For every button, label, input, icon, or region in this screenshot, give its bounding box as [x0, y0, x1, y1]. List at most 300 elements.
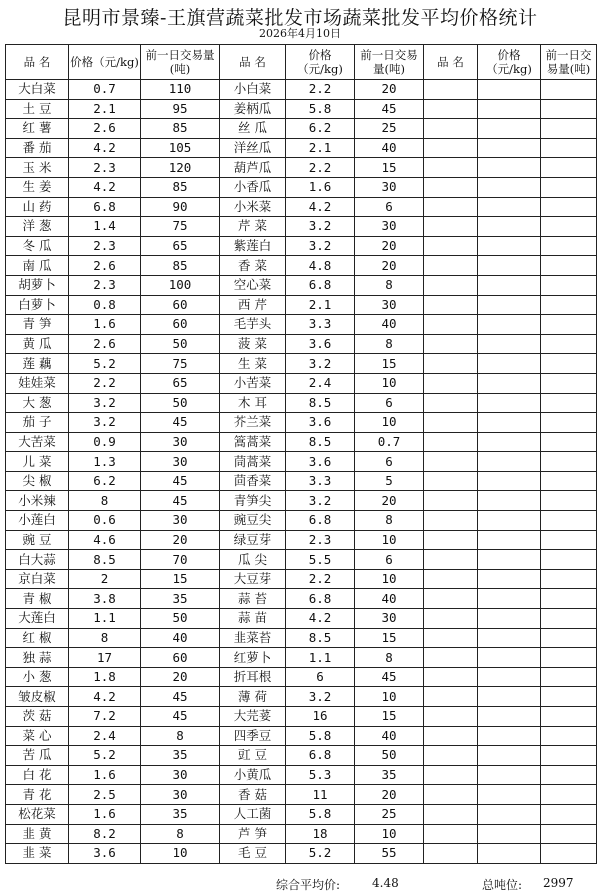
- item-price: 3.6: [286, 452, 355, 472]
- item-price: 3.2: [286, 217, 355, 237]
- item-volume: 60: [141, 648, 220, 668]
- header-price: 价格（元/kg): [69, 45, 141, 80]
- table-row: [6, 707, 597, 727]
- empty-cell: [478, 315, 541, 335]
- empty-cell: [424, 217, 478, 237]
- item-price: 5.8: [286, 804, 355, 824]
- empty-cell: [541, 648, 597, 668]
- item-price: 17: [69, 648, 141, 668]
- item-volume: 10: [355, 687, 424, 707]
- item-volume: 6: [355, 393, 424, 413]
- item-price: 8.5: [286, 628, 355, 648]
- empty-cell: [541, 99, 597, 119]
- item-name: 蒜 苗: [220, 609, 286, 629]
- item-name: 大白菜: [6, 80, 69, 100]
- empty-cell: [541, 785, 597, 805]
- empty-cell: [478, 177, 541, 197]
- item-price: 1.1: [286, 648, 355, 668]
- item-volume: 40: [355, 589, 424, 609]
- item-volume: 65: [141, 373, 220, 393]
- empty-cell: [478, 138, 541, 158]
- item-volume: 30: [141, 452, 220, 472]
- item-volume: 20: [355, 785, 424, 805]
- empty-cell: [541, 236, 597, 256]
- item-volume: 50: [141, 609, 220, 629]
- header-price: 价格（元/kg): [286, 45, 355, 80]
- empty-cell: [541, 550, 597, 570]
- empty-cell: [424, 687, 478, 707]
- table-row: [6, 236, 597, 256]
- avg-price-value: 4.48: [372, 876, 399, 890]
- item-name: 豌 豆: [6, 530, 69, 550]
- table-row: [6, 824, 597, 844]
- item-name: 四季豆: [220, 726, 286, 746]
- item-name: 小黄瓜: [220, 765, 286, 785]
- empty-cell: [424, 197, 478, 217]
- table-row: [6, 726, 597, 746]
- item-volume: 10: [141, 844, 220, 864]
- item-name: 白萝卜: [6, 295, 69, 315]
- item-price: 8.2: [69, 824, 141, 844]
- empty-cell: [541, 471, 597, 491]
- empty-cell: [478, 609, 541, 629]
- item-volume: 45: [141, 707, 220, 727]
- empty-cell: [424, 334, 478, 354]
- item-name: 儿 菜: [6, 452, 69, 472]
- table-row: [6, 256, 597, 276]
- empty-cell: [478, 765, 541, 785]
- empty-cell: [424, 275, 478, 295]
- item-price: 2.6: [69, 256, 141, 276]
- table-row: [6, 589, 597, 609]
- table-row: [6, 609, 597, 629]
- page-title: 昆明市景臻-王旗营蔬菜批发市场蔬菜批发平均价格统计: [62, 7, 538, 29]
- item-name: 尖 椒: [6, 471, 69, 491]
- item-price: 16: [286, 707, 355, 727]
- item-price: 3.3: [286, 471, 355, 491]
- header-name: 品 名: [6, 45, 69, 80]
- item-price: 0.8: [69, 295, 141, 315]
- empty-cell: [424, 491, 478, 511]
- item-volume: 35: [141, 804, 220, 824]
- empty-cell: [541, 687, 597, 707]
- empty-cell: [478, 844, 541, 864]
- empty-cell: [541, 334, 597, 354]
- empty-cell: [424, 628, 478, 648]
- item-name: 黄 瓜: [6, 334, 69, 354]
- item-price: 6.8: [286, 746, 355, 766]
- item-volume: 35: [355, 765, 424, 785]
- item-price: 4.2: [69, 138, 141, 158]
- empty-cell: [478, 432, 541, 452]
- empty-cell: [478, 511, 541, 531]
- empty-cell: [541, 275, 597, 295]
- table-row: [6, 785, 597, 805]
- table-row: [6, 491, 597, 511]
- item-price: 6.8: [69, 197, 141, 217]
- item-volume: 30: [141, 511, 220, 531]
- item-volume: 8: [355, 275, 424, 295]
- empty-cell: [541, 726, 597, 746]
- item-volume: 60: [141, 315, 220, 335]
- empty-cell: [424, 569, 478, 589]
- table-row: [6, 667, 597, 687]
- empty-cell: [478, 158, 541, 178]
- empty-cell: [424, 256, 478, 276]
- table-row: [6, 413, 597, 433]
- item-volume: 100: [141, 275, 220, 295]
- item-price: 2.2: [286, 569, 355, 589]
- empty-cell: [424, 765, 478, 785]
- empty-cell: [541, 824, 597, 844]
- item-price: 3.2: [69, 413, 141, 433]
- item-price: 0.9: [69, 432, 141, 452]
- table-row: [6, 530, 597, 550]
- empty-cell: [424, 295, 478, 315]
- item-volume: 45: [355, 667, 424, 687]
- empty-cell: [478, 707, 541, 727]
- item-name: 芦 笋: [220, 824, 286, 844]
- item-name: 韭 菜: [6, 844, 69, 864]
- item-name: 冬 瓜: [6, 236, 69, 256]
- table-body: [6, 80, 597, 864]
- empty-cell: [541, 295, 597, 315]
- empty-cell: [424, 393, 478, 413]
- empty-cell: [424, 804, 478, 824]
- item-name: 苦 瓜: [6, 746, 69, 766]
- item-price: 2.5: [69, 785, 141, 805]
- empty-cell: [541, 609, 597, 629]
- item-volume: 30: [141, 432, 220, 452]
- item-name: 菠 菜: [220, 334, 286, 354]
- item-name: 芹 菜: [220, 217, 286, 237]
- table-row: [6, 334, 597, 354]
- empty-cell: [541, 746, 597, 766]
- item-volume: 30: [355, 217, 424, 237]
- item-price: 6.2: [286, 119, 355, 139]
- empty-cell: [424, 511, 478, 531]
- item-name: 茼蒿菜: [220, 452, 286, 472]
- item-name: 篙蒿菜: [220, 432, 286, 452]
- item-volume: 85: [141, 177, 220, 197]
- item-volume: 40: [141, 628, 220, 648]
- empty-cell: [424, 236, 478, 256]
- table-row: [6, 687, 597, 707]
- item-volume: 10: [355, 373, 424, 393]
- item-name: 香 菇: [220, 785, 286, 805]
- item-name: 红萝卜: [220, 648, 286, 668]
- empty-cell: [424, 746, 478, 766]
- item-name: 洋 葱: [6, 217, 69, 237]
- item-name: 娃娃菜: [6, 373, 69, 393]
- item-name: 芥兰菜: [220, 413, 286, 433]
- item-volume: 95: [141, 99, 220, 119]
- item-price: 6.8: [286, 589, 355, 609]
- empty-cell: [424, 452, 478, 472]
- empty-cell: [478, 530, 541, 550]
- empty-cell: [478, 569, 541, 589]
- empty-cell: [424, 844, 478, 864]
- empty-cell: [478, 295, 541, 315]
- item-name: 青 花: [6, 785, 69, 805]
- item-price: 2.3: [286, 530, 355, 550]
- empty-cell: [541, 315, 597, 335]
- empty-cell: [541, 432, 597, 452]
- item-name: 豌豆尖: [220, 511, 286, 531]
- item-price: 2.6: [69, 119, 141, 139]
- empty-cell: [478, 236, 541, 256]
- item-price: 5.3: [286, 765, 355, 785]
- item-volume: 0.7: [355, 432, 424, 452]
- empty-cell: [541, 589, 597, 609]
- item-volume: 25: [355, 119, 424, 139]
- item-price: 2.3: [69, 158, 141, 178]
- empty-cell: [478, 80, 541, 100]
- price-table: [5, 44, 597, 864]
- empty-cell: [424, 824, 478, 844]
- item-volume: 15: [141, 569, 220, 589]
- empty-cell: [541, 373, 597, 393]
- item-price: 11: [286, 785, 355, 805]
- empty-cell: [541, 491, 597, 511]
- item-price: 2.2: [69, 373, 141, 393]
- item-price: 4.8: [286, 256, 355, 276]
- item-price: 5.2: [69, 746, 141, 766]
- table-row: [6, 80, 597, 100]
- item-volume: 6: [355, 452, 424, 472]
- item-volume: 85: [141, 256, 220, 276]
- item-price: 5.8: [286, 99, 355, 119]
- table-row: [6, 197, 597, 217]
- empty-cell: [541, 80, 597, 100]
- empty-cell: [424, 471, 478, 491]
- empty-cell: [424, 785, 478, 805]
- item-price: 4.6: [69, 530, 141, 550]
- item-name: 白大蒜: [6, 550, 69, 570]
- item-price: 0.7: [69, 80, 141, 100]
- empty-cell: [541, 569, 597, 589]
- item-name: 空心菜: [220, 275, 286, 295]
- empty-cell: [541, 354, 597, 374]
- table-row: [6, 138, 597, 158]
- item-volume: 45: [141, 687, 220, 707]
- item-price: 8: [69, 491, 141, 511]
- empty-cell: [424, 530, 478, 550]
- empty-cell: [541, 765, 597, 785]
- table-row: [6, 99, 597, 119]
- item-volume: 70: [141, 550, 220, 570]
- empty-cell: [478, 413, 541, 433]
- empty-cell: [478, 667, 541, 687]
- item-name: 土 豆: [6, 99, 69, 119]
- item-price: 3.2: [286, 354, 355, 374]
- header-volume: 前一日交易量(吨): [541, 45, 597, 80]
- item-name: 青笋尖: [220, 491, 286, 511]
- item-volume: 20: [355, 80, 424, 100]
- table-row: [6, 452, 597, 472]
- item-price: 0.6: [69, 511, 141, 531]
- item-volume: 30: [141, 785, 220, 805]
- item-price: 3.6: [69, 844, 141, 864]
- item-name: 绿豆芽: [220, 530, 286, 550]
- empty-cell: [424, 707, 478, 727]
- item-volume: 50: [141, 393, 220, 413]
- item-name: 菜 心: [6, 726, 69, 746]
- item-name: 大 葱: [6, 393, 69, 413]
- item-price: 2.2: [286, 158, 355, 178]
- table-row: [6, 393, 597, 413]
- item-volume: 25: [355, 804, 424, 824]
- empty-cell: [424, 158, 478, 178]
- item-name: 茄 子: [6, 413, 69, 433]
- item-volume: 105: [141, 138, 220, 158]
- item-volume: 30: [141, 765, 220, 785]
- empty-cell: [478, 804, 541, 824]
- item-name: 人工菌: [220, 804, 286, 824]
- item-price: 2.3: [69, 275, 141, 295]
- item-volume: 8: [355, 511, 424, 531]
- item-name: 红 薯: [6, 119, 69, 139]
- item-price: 4.2: [69, 177, 141, 197]
- item-name: 青 椒: [6, 589, 69, 609]
- item-name: 葫芦瓜: [220, 158, 286, 178]
- item-volume: 35: [141, 589, 220, 609]
- empty-cell: [478, 648, 541, 668]
- item-volume: 110: [141, 80, 220, 100]
- item-volume: 45: [141, 471, 220, 491]
- item-price: 8.5: [286, 393, 355, 413]
- header-volume: 前一日交易量(吨): [355, 45, 424, 80]
- item-name: 山 药: [6, 197, 69, 217]
- item-name: 小香瓜: [220, 177, 286, 197]
- item-price: 2.4: [69, 726, 141, 746]
- item-price: 3.2: [286, 687, 355, 707]
- table-row: [6, 804, 597, 824]
- item-price: 4.2: [286, 609, 355, 629]
- item-price: 1.6: [69, 315, 141, 335]
- item-name: 皱皮椒: [6, 687, 69, 707]
- item-name: 茴香菜: [220, 471, 286, 491]
- empty-cell: [478, 393, 541, 413]
- item-volume: 120: [141, 158, 220, 178]
- table-row: [6, 432, 597, 452]
- empty-cell: [424, 177, 478, 197]
- item-price: 5.8: [286, 726, 355, 746]
- item-name: 小白菜: [220, 80, 286, 100]
- empty-cell: [541, 628, 597, 648]
- item-price: 2.4: [286, 373, 355, 393]
- table-row: [6, 844, 597, 864]
- item-price: 2.1: [286, 295, 355, 315]
- item-name: 红 椒: [6, 628, 69, 648]
- empty-cell: [424, 726, 478, 746]
- item-price: 2.2: [286, 80, 355, 100]
- item-price: 6.2: [69, 471, 141, 491]
- item-name: 大苦菜: [6, 432, 69, 452]
- header-volume: 前一日交易量(吨): [141, 45, 220, 80]
- item-price: 1.4: [69, 217, 141, 237]
- item-volume: 90: [141, 197, 220, 217]
- item-volume: 20: [355, 491, 424, 511]
- table-row: [6, 628, 597, 648]
- avg-price-label: 综合平均价:: [276, 878, 341, 892]
- empty-cell: [424, 550, 478, 570]
- item-price: 2.1: [69, 99, 141, 119]
- item-name: 南 瓜: [6, 256, 69, 276]
- item-price: 4.2: [286, 197, 355, 217]
- item-price: 6.8: [286, 275, 355, 295]
- empty-cell: [424, 413, 478, 433]
- item-name: 毛芋头: [220, 315, 286, 335]
- item-volume: 45: [141, 491, 220, 511]
- empty-cell: [478, 746, 541, 766]
- item-volume: 30: [355, 609, 424, 629]
- empty-cell: [424, 315, 478, 335]
- empty-cell: [541, 511, 597, 531]
- item-name: 薄 荷: [220, 687, 286, 707]
- item-volume: 50: [355, 746, 424, 766]
- empty-cell: [541, 393, 597, 413]
- table-header-row: [6, 45, 597, 80]
- empty-cell: [478, 334, 541, 354]
- item-volume: 10: [355, 569, 424, 589]
- item-volume: 6: [355, 550, 424, 570]
- item-name: 茨 菇: [6, 707, 69, 727]
- empty-cell: [424, 119, 478, 139]
- item-volume: 40: [355, 138, 424, 158]
- empty-cell: [478, 550, 541, 570]
- item-name: 京白菜: [6, 569, 69, 589]
- empty-cell: [478, 197, 541, 217]
- item-name: 大豆芽: [220, 569, 286, 589]
- empty-cell: [541, 667, 597, 687]
- header-name: 品 名: [424, 45, 478, 80]
- item-price: 5.5: [286, 550, 355, 570]
- empty-cell: [424, 609, 478, 629]
- item-volume: 8: [141, 726, 220, 746]
- item-price: 2: [69, 569, 141, 589]
- item-price: 1.6: [69, 804, 141, 824]
- item-volume: 75: [141, 217, 220, 237]
- report-date: 2026年4月10日: [259, 27, 341, 40]
- item-volume: 65: [141, 236, 220, 256]
- empty-cell: [424, 138, 478, 158]
- header-price: 价格（元/kg): [478, 45, 541, 80]
- item-volume: 8: [141, 824, 220, 844]
- empty-cell: [478, 824, 541, 844]
- empty-cell: [541, 413, 597, 433]
- item-name: 独 蒜: [6, 648, 69, 668]
- item-volume: 50: [141, 334, 220, 354]
- empty-cell: [478, 119, 541, 139]
- item-name: 洋丝瓜: [220, 138, 286, 158]
- item-name: 小苦菜: [220, 373, 286, 393]
- item-price: 5.2: [286, 844, 355, 864]
- empty-cell: [478, 217, 541, 237]
- empty-cell: [541, 177, 597, 197]
- empty-cell: [424, 667, 478, 687]
- total-volume-label: 总吨位:: [482, 878, 523, 892]
- table-row: [6, 275, 597, 295]
- item-price: 2.3: [69, 236, 141, 256]
- item-volume: 10: [355, 530, 424, 550]
- item-name: 小 葱: [6, 667, 69, 687]
- item-volume: 35: [141, 746, 220, 766]
- item-price: 1.8: [69, 667, 141, 687]
- item-volume: 20: [355, 256, 424, 276]
- table-row: [6, 511, 597, 531]
- empty-cell: [424, 648, 478, 668]
